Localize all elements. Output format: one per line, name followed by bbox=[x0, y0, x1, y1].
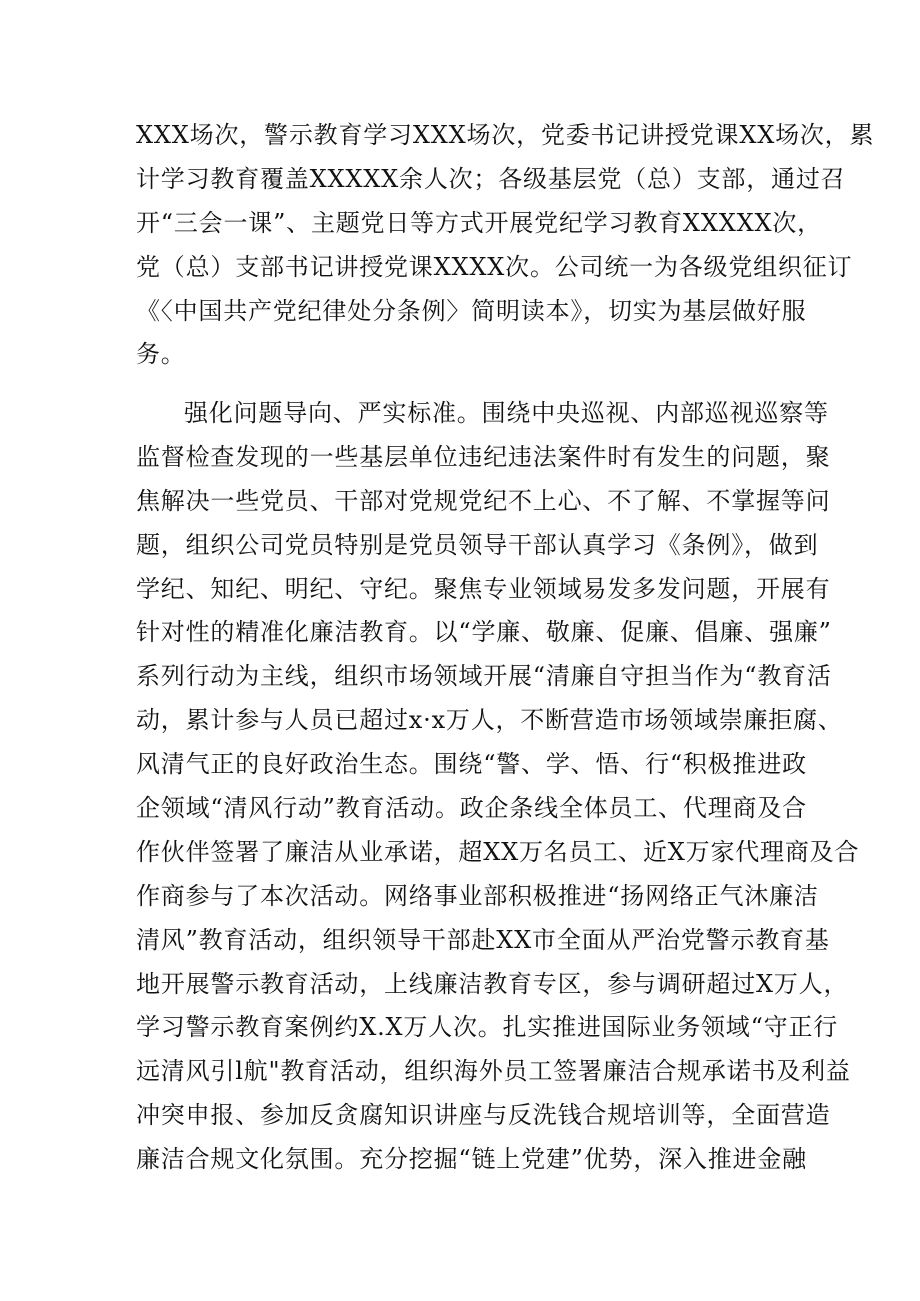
text-line: 党（总）支部书记讲授党课XXXX次。公司统一为各级党组织征订 bbox=[136, 252, 853, 281]
text-line: 针对性的精准化廉洁教育。以“学廉、敬廉、促廉、倡廉、强廉” bbox=[136, 618, 832, 647]
text-line: 清风”教育活动，组织领导干部赴XX市全面从严治党警示教育基 bbox=[136, 925, 830, 954]
text-line: 远清风引l航"教育活动，组织海外员工签署廉洁合规承诺书及利益 bbox=[136, 1057, 851, 1086]
text-line: 监督检查发现的一些基层单位违纪违法案件时有发生的问题，聚 bbox=[136, 442, 831, 471]
paragraph-1 bbox=[136, 114, 875, 377]
paragraph-2 bbox=[136, 392, 860, 1182]
text-line: 冲突申报、参加反贪腐知识讲座与反洗钱合规培训等，全面营造 bbox=[136, 1101, 831, 1130]
text-line: 题，组织公司党员特别是党员领导干部认真学习《条例》，做到 bbox=[136, 530, 819, 559]
text-line: 计学习教育覆盖XXXXX余人次；各级基层党（总）支部，通过召 bbox=[136, 164, 846, 193]
text-line: 焦解决一些党员、干部对党规党纪不上心、不了解、不掌握等问 bbox=[136, 486, 831, 515]
text-line: 学习警示教育案例约X.X万人次。扎实推进国际业务领域“守正行 bbox=[136, 1013, 839, 1042]
text-line: 系列行动为主线，组织市场领域开展“清廉自守担当作为“教育活 bbox=[136, 662, 832, 691]
text-line: 地开展警示教育活动，上线廉洁教育专区，参与调研超过X万人， bbox=[136, 969, 849, 998]
text-line: 《〈中国共产党纪律处分条例〉简明读本》，切实为基层做好服 bbox=[136, 296, 807, 325]
text-line: 动，累计参与人员已超过x·x万人，不断营造市场领域崇廉拒腐、 bbox=[136, 706, 843, 735]
text-line: 务。 bbox=[136, 340, 186, 369]
text-line: 廉洁合规文化氛围。充分挖掘“链上党建”优势，深入推进金融 bbox=[136, 1145, 807, 1174]
text-line: 作商参与了本次活动。网络事业部积极推进“扬网络正气沐廉洁 bbox=[136, 881, 819, 910]
text-line: 开“三会一课”、主题党日等方式开展党纪学习教育XXXXX次， bbox=[136, 208, 822, 237]
text-line: 强化问题导向、严实标准。围绕中央巡视、内部巡视巡察等 bbox=[184, 399, 829, 427]
text-line: 风清气正的良好政治生态。围绕“警、学、悟、行“积极推进政 bbox=[136, 750, 807, 779]
text-line: 学纪、知纪、明纪、守纪。聚焦专业领域易发多发问题，开展有 bbox=[136, 574, 831, 603]
text-line: 企领域“清风行动”教育活动。政企条线全体员工、代理商及合 bbox=[136, 794, 807, 823]
text-line: XXX场次，警示教育学习XXX场次，党委书记讲授党课XX场次，累 bbox=[136, 121, 875, 149]
text-line: 作伙伴签署了廉洁从业承诺，超XX万名员工、近X万家代理商及合 bbox=[136, 837, 860, 866]
